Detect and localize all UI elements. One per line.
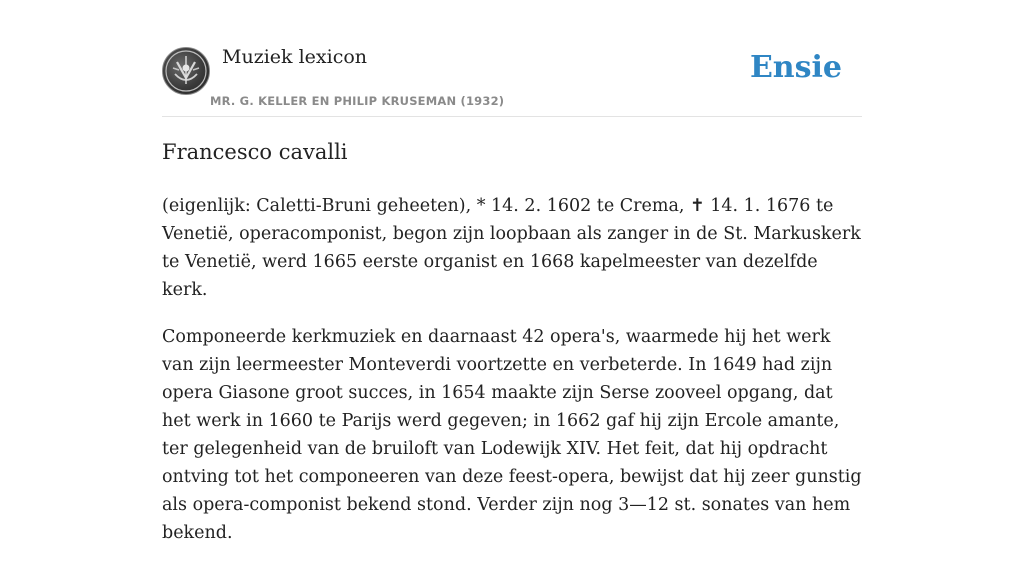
emblem-graphic: [163, 48, 209, 94]
source-authors: MR. G. KELLER EN PHILIP KRUSEMAN (1932): [210, 94, 505, 108]
entry-paragraph-1: (eigenlijk: Caletti-Bruni geheeten), * 14. 2. 1602 te Crema, ✝ 14. 1. 1676 te Venetië, operacomponist, begon zijn loopbaan als zanger in de St. Markuskerk te Venetië, werd 1665 eerste organist en 1668 kapelmeester van dezelfde kerk.: [162, 196, 861, 300]
brand-logo-link[interactable]: Ensie: [749, 50, 842, 85]
entry-title: Francesco cavalli: [162, 140, 348, 164]
entry-paragraph-2: Componeerde kerkmuziek en daarnaast 42 opera's, waarmede hij het werk van zijn leermeester Monteverdi voortzette en verbeterde. In 1649 had zijn opera Giasone groot succes, in 1654 maakte zijn Serse zooveel opgang, dat het werk in 1660 te Parijs werd gegeven; in 1662 gaf hij zijn Ercole amante, ter gelegenheid van de bruiloft van Lodewijk XIV. Het feit, dat hij opdracht ontving tot het componeeren van deze feest-opera, bewijst dat hij zeer gunstig als opera-componist bekend stond. Verder zijn nog 3—12 st. sonates van hem bekend.: [162, 327, 862, 543]
source-title[interactable]: Muziek lexicon: [222, 46, 368, 68]
book-emblem-icon[interactable]: [162, 47, 210, 95]
source-header: [162, 44, 862, 117]
entry-body: [162, 192, 862, 566]
